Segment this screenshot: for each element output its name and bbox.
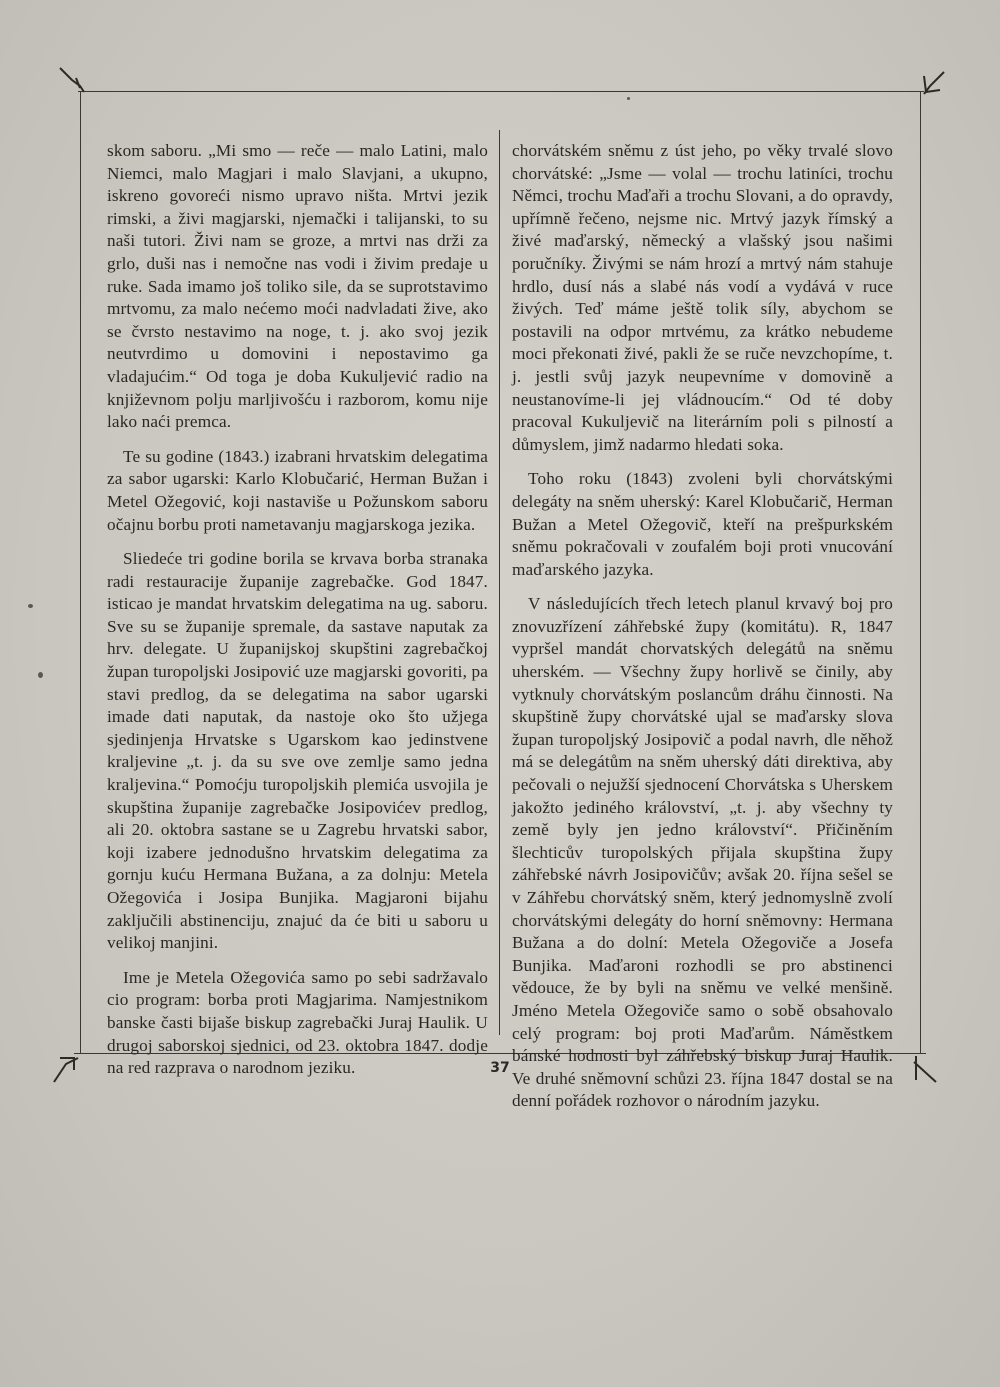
print-speck <box>38 672 43 678</box>
right-paragraph-1: chorvátském sněmu z úst jeho, po věky trvalé slovo chorvátské: „Jsme — volal — trochu latiníci, trochu Němci, trochu Maďaři a trochu Slovani, a do opravdy, upřímně řečeno, nejsme nic. Mrtvý jazyk římský a živé maďarský, německý a vlašský jsou našimi poručníky. Živými se nám hrozí a mrtvý nám stahuje hrdlo, dusí nás a slabé nás vodí a vydává v ruce živých. Teď máme ještě tolik síly, abychom se postavili na odpor mrtvému, za krátko nebudeme moci překonati živé, pakli že se ruče nevzchopíme, t. j. jestli svůj jazyk neupevníme v domovině a neustanovíme-li jej vládnoucím.“ Od té doby pracoval Kukuljevič na literárním poli s pilností a důmyslem, jimž nadarmo hledati soka. <box>512 141 894 454</box>
right-column-czech <box>512 140 893 1125</box>
frame-right-rule <box>920 91 921 1053</box>
corner-ornament-bottom-right-icon <box>910 1054 940 1084</box>
corner-ornament-top-right-icon <box>918 66 948 96</box>
right-paragraph-2: Toho roku (1843) zvoleni byli chorvátskými delegáty na sněm uherský: Karel Klobučarič, Herman Bužan a Metel Ožegovič, kteří na prešpurkském sněmu pokračovali v zoufalém boji proti vnucování maďarského jazyka. <box>512 469 893 579</box>
right-paragraph-3: V následujících třech letech planul krvavý boj pro znovuzřízení záhřebské župy (komitátu). R, 1847 vypršel mandát chorvatských delegátů na sněmu uherském. — Všechny župy horlivě se činily, aby vytknuly chorvátským poslancům dráhu činnosti. Na skupštině župy chorvátské ujal se maďarsky slova župan turopoljský Josipovič a podal navrh, dle něhož má se delegátům na sněm uherský dáti direktiva, aby pečovali o nejužší sjednocení Chorvátska s Uherskem jakožto jediného království, „t. j. aby všechny ty země byly jen jedno království“. Přičiněním šlechticův turopolských přijala skupština župy záhřebské návrh Josipovičův; avšak 20. října sešel se v Záhřebu chorvátský sněm, který jednomyslně zvolí chorvátskými delegáty do horní sněmovny: Hermana Bužana a do dolní: Metela Ožegoviče a Josefa Bunjika. Maďaroni rozhodli se pro abstinenci vědouce, že by byli na sněmu ve velké menšině. Jméno Metela Ožegoviče samo o sobě obsahovalo celý program: boj proti Maďarům. Náměstkem bánské hodnosti byl záhřebský biskup Juraj Haulik. Ve druhé sněmovní schůzi 23. října 1847 dostal se na denní pořádek rozhovor o národním jazyku. <box>512 594 893 1111</box>
print-speck <box>28 604 33 608</box>
left-paragraph-4: Ime je Metela Ožegovića samo po sebi sadržavalo cio program: borba proti Magjarima. Namjestnikom banske časti bijaše biskup zagrebački Juraj Haulik. U drugoj saborskoj sjednici, od 23. oktobra 1847. dodje na red razprava o narodnom jeziku. <box>107 967 488 1078</box>
corner-ornament-bottom-left-icon <box>50 1054 80 1084</box>
page-number: 37 <box>490 1060 510 1076</box>
left-paragraph-3: Sliedeće tri godine borila se krvava borba stranaka radi restauracije županije zagrebačke. God 1847. isticao je mandat hrvatskim delegatima na ug. saboru. Sve su se županije spremale, da sastave naputak za hrv. delegate. U županijskoj skupštini zagrebačkoj župan turopoljski Josipović uze magjarski govoriti, pa stavi predlog, da se delegatima na sabor ugarski imade dati naputak, da nastoje oko što užjega sjedinjenja Hrvatske s Ugarskom kao jedinstvene kraljevine „t. j. da su sve ove zemlje samo jedna kraljevina.“ Pomoćju turopoljskih plemića usvojila je skupština županije zagrebačke Josipovićev predlog, ali 20. oktobra sastane se u Zagrebu hrvatski sabor, koji izabere jednodušno hrvatskim delegatima za gornju kuću Hermana Bužana, a za dolnju: Metela Ožegovića i Josipa Bunjika. Magjaroni bijahu zaključili abstinenciju, znajuć da će biti u saboru u velikoj manjini. <box>107 549 488 953</box>
left-column-croatian <box>107 140 488 1092</box>
corner-ornament-top-left-icon <box>58 64 88 94</box>
print-speck <box>627 97 630 100</box>
left-paragraph-1: skom saboru. „Mi smo — reče — malo Latini, malo Niemci, malo Magjari i malo Slavjani, a ukupno, iskreno govoreći nismo upravo ništa. Mrtvi jezik rimski, a živi magjarski, njemački i talijanski, to su naši tutori. Živi nam se groze, a mrtvi nas drži za grlo, duši nas i nemočne nas vodi i živim predaje u ruke. Sada imamo još toliko sile, da se suprotstavimo mrtvomu, za malo nećemo moći nadvladati žive, ako se čvrsto nestavimo na noge, t. j. ako svoj jezik neutvrdimo u domovini i nepostavimo ga vladajućim.“ Od toga je doba Kukuljević radio na književnom polju marljivošću i razborom, komu nije lako naći premca. <box>107 141 488 432</box>
frame-left-rule <box>80 91 81 1053</box>
left-paragraph-2: Te su godine (1843.) izabrani hrvatskim delegatima za sabor ugarski: Karlo Klobučarić, Herman Bužan i Metel Ožegović, koji nastaviše u Požunskom saboru očajnu borbu proti nametavanju magjarskoga jezika. <box>107 446 488 534</box>
column-divider <box>499 130 500 1035</box>
frame-top-rule <box>78 91 924 92</box>
